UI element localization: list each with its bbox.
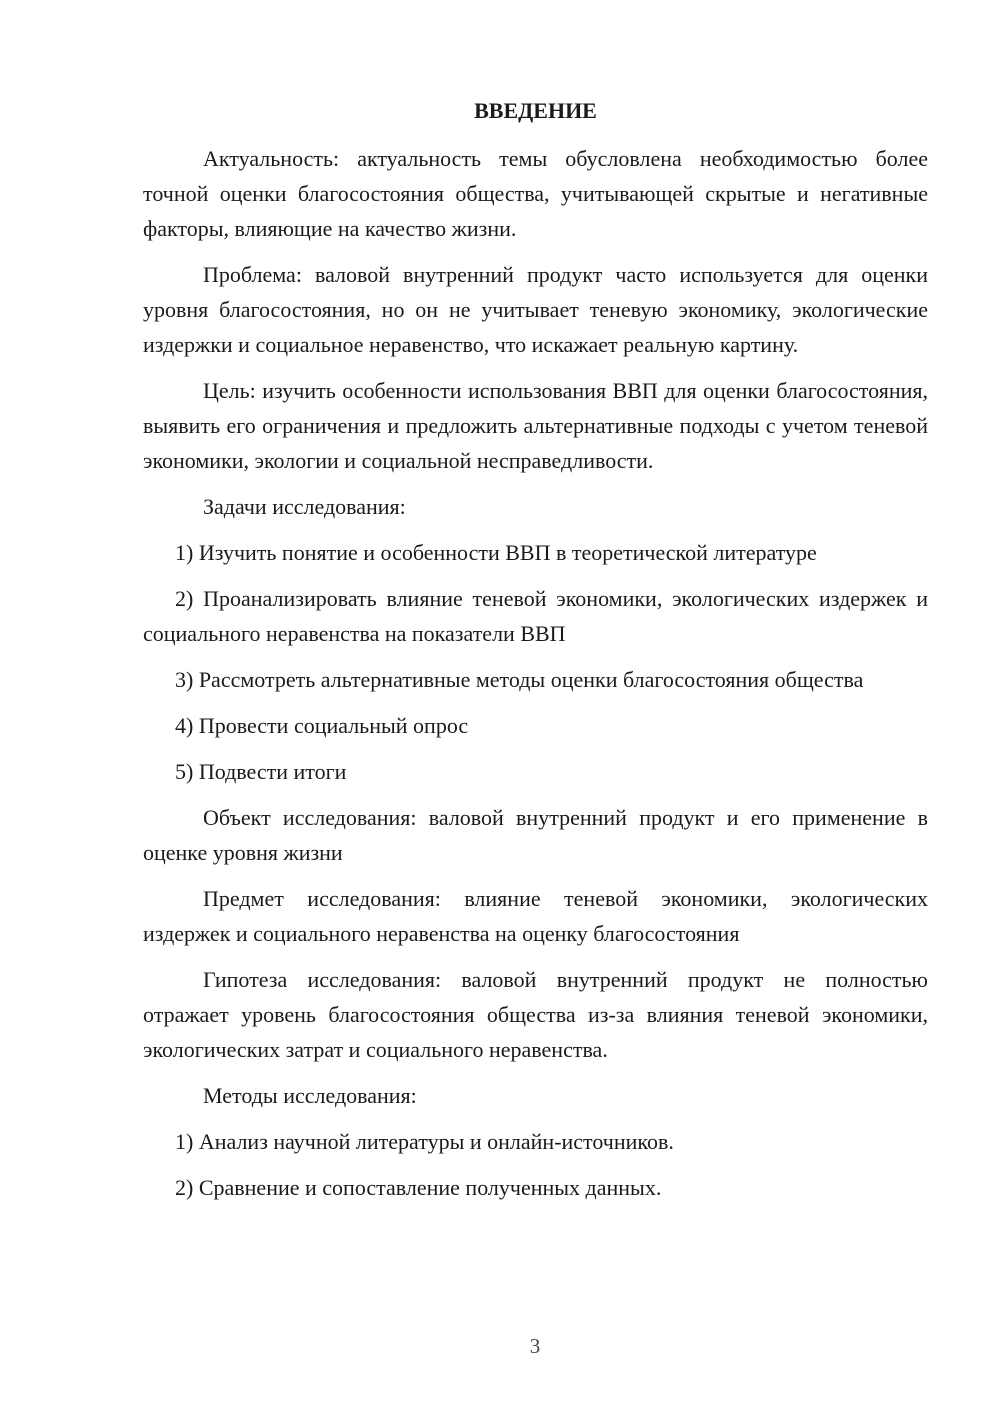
methods-heading: Методы исследования: — [203, 1083, 417, 1108]
task-item: 4) Провести социальный опрос — [175, 713, 469, 738]
goal-paragraph: Цель: изучить особенности использования ВВП для оценки благосостояния, выявить его ограничения и предложить альтернативные подходы с учетом теневой экономики, экологии и социальной несправедливости. — [143, 378, 928, 473]
method-item: 2) Сравнение и сопоставление полученных данных. — [175, 1175, 662, 1200]
task-item: 1) Изучить понятие и особенности ВВП в теоретической литературе — [175, 540, 817, 565]
document-page — [143, 93, 928, 1216]
task-item: 2) Проанализировать влияние теневой экономики, экологических издержек и социального неравенства на показатели ВВП — [143, 586, 928, 646]
subject-paragraph: Предмет исследования: влияние теневой экономики, экологических издержек и социального неравенства на оценку благосостояния — [143, 886, 928, 946]
page-number: 3 — [529, 1334, 541, 1358]
method-item: 1) Анализ научной литературы и онлайн-источников. — [175, 1129, 674, 1154]
task-item: 5) Подвести итоги — [175, 759, 347, 784]
page-title: ВВЕДЕНИЕ — [474, 98, 597, 123]
object-paragraph: Объект исследования: валовой внутренний продукт и его применение в оценке уровня жизни — [143, 805, 928, 865]
relevance-paragraph: Актуальность: актуальность темы обусловлена необходимостью более точной оценки благосостояния общества, учитывающей скрытые и негативные факторы, влияющие на качество жизни. — [143, 146, 928, 241]
tasks-heading: Задачи исследования: — [203, 494, 406, 519]
task-item: 3) Рассмотреть альтернативные методы оценки благосостояния общества — [175, 667, 864, 692]
hypothesis-paragraph: Гипотеза исследования: валовой внутренний продукт не полностью отражает уровень благосостояния общества из-за влияния теневой экономики, экологических затрат и социального неравенства. — [143, 967, 928, 1062]
problem-paragraph: Проблема: валовой внутренний продукт часто используется для оценки уровня благосостояния, но он не учитывает теневую экономику, экологические издержки и социальное неравенство, что искажает реальную картину. — [143, 262, 928, 357]
